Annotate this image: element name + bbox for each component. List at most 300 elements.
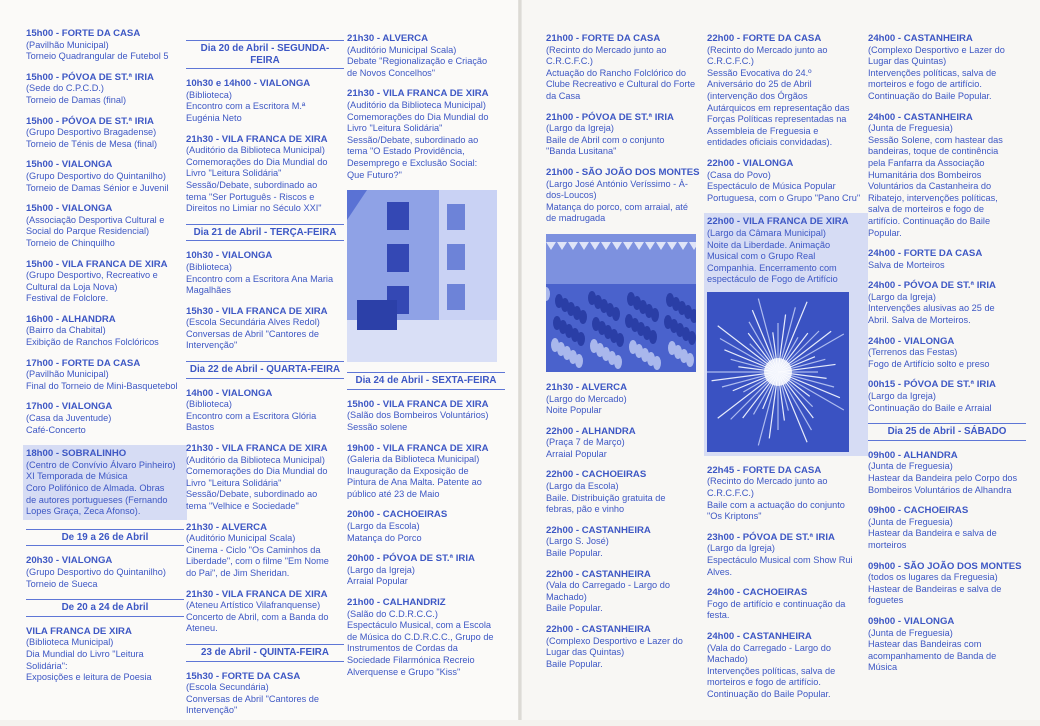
event-detail-line: (Largo da Escola) <box>347 521 420 532</box>
event-entry <box>186 589 344 635</box>
event-entry <box>186 388 344 434</box>
building-photo <box>347 190 497 362</box>
event-detail-line: (Biblioteca) <box>186 399 232 410</box>
event-detail-line: (Vala do Carregado - Largo do <box>546 580 670 591</box>
event-detail-line: público até 23 de Maio <box>347 488 440 499</box>
highlighted-event-entry <box>23 445 187 520</box>
event-detail-line: Torneio de Damas Sénior e Juvenil <box>26 182 169 193</box>
event-entry <box>186 443 344 513</box>
column-2 <box>186 38 344 726</box>
event-detail-line: (Galeria da Biblioteca Municipal) <box>347 454 480 465</box>
day-heading: Dia 21 de Abril - TERÇA-FEIRA <box>186 224 344 242</box>
event-time-place: 21h30 - VILA FRANCA DE XIRA <box>186 443 328 455</box>
event-detail-line: (Ateneu Artístico Vilafranquense) <box>186 600 321 611</box>
event-time-place: 21h30 - VILA FRANCA DE XIRA <box>186 133 328 145</box>
event-time-place: 00h15 - PÓVOA DE ST.ª IRIA <box>868 379 996 391</box>
event-time-place: 20h00 - CACHOEIRAS <box>347 509 448 521</box>
event-time-place: 24h00 - CASTANHEIRA <box>868 111 973 123</box>
event-detail-line: (Centro de Convívio Álvaro Pinheiro) <box>26 459 176 470</box>
event-detail-line: Hastear das Bandeiras com <box>868 639 982 650</box>
event-entry <box>26 555 184 590</box>
event-time-place: 22h00 - ALHANDRA <box>546 425 636 437</box>
event-detail-line: (Recinto do Mercado junto ao <box>546 44 667 55</box>
event-detail-line: Autárquicos em representação das <box>707 102 850 113</box>
event-detail-line: (Associação Desportiva Cultural e <box>26 214 165 225</box>
event-detail-line: Magalhães <box>186 285 231 296</box>
event-entry <box>868 336 1026 371</box>
day-heading: Dia 24 de Abril - SEXTA-FEIRA <box>347 372 505 390</box>
event-detail-line: Aniversário do 25 de Abril <box>707 79 812 90</box>
event-detail-line: acompanhamento de Banda de Música <box>868 650 997 673</box>
event-detail-line: (Junta de Freguesia) <box>868 123 953 134</box>
event-entry <box>546 426 704 461</box>
event-detail-line: (Complexo Desportivo e Lazer do <box>546 635 683 646</box>
event-detail-line: Portuguesa, com o Grupo "Pano Cru" <box>707 192 861 203</box>
event-time-place: 09h00 - VIALONGA <box>868 615 955 627</box>
event-detail-line: Abril. Salva de Morteiros. <box>868 315 971 326</box>
event-detail-line: artifício. Continuação do Baile <box>868 215 991 226</box>
event-detail-line: (Biblioteca) <box>186 261 232 272</box>
event-detail-line: Comemorações do Dia Mundial do <box>347 111 489 122</box>
event-detail-line: (Auditório Municipal Scala) <box>347 44 457 55</box>
event-detail-line: (Terrenos das Festas) <box>868 347 958 358</box>
event-detail-line: Sociedade Filarmónica Recreio <box>347 655 475 665</box>
event-time-place: 15h00 - VILA FRANCA DE XIRA <box>347 398 489 410</box>
event-time-place: 21h30 - VILA FRANCA DE XIRA <box>347 88 489 100</box>
event-detail-line: Machado) <box>546 591 587 602</box>
event-entry <box>707 587 865 622</box>
event-detail-line: (Junta de Freguesia) <box>868 461 953 472</box>
event-detail-line: Lopes Graça, Zeca Afonso). <box>26 506 141 517</box>
event-time-place: 24h00 - VIALONGA <box>868 335 955 347</box>
event-entry <box>868 379 1026 414</box>
event-detail-line: Baile Popular. <box>546 603 603 614</box>
event-detail-line: Intervenções alusivas ao 25 de <box>868 303 995 314</box>
event-detail-line: Matança do porco, com arraial, até <box>546 201 688 212</box>
event-time-place: 21h00 - PÓVOA DE ST.ª IRIA <box>546 111 674 123</box>
event-detail-line: Espectáculo de Música Popular <box>707 181 836 192</box>
event-detail-line: Cinema - Ciclo "Os Caminhos da <box>186 544 321 555</box>
event-detail-line: (Escola Secundária Alves Redol) <box>186 317 320 328</box>
event-detail-line: Ateneu. <box>186 623 218 634</box>
event-detail-line: de Novos Concelhos" <box>347 67 436 78</box>
event-detail-line: Torneio de Ténis de Mesa (final) <box>26 138 158 149</box>
event-detail-line: Hastear de Bandeiras e salva de <box>868 583 1002 594</box>
event-detail-line: Matança do Porco <box>347 532 422 543</box>
event-detail-line: Exposições e leitura de Poesia <box>26 672 152 683</box>
event-time-place: 22h00 - CACHOEIRAS <box>546 469 647 481</box>
event-entry <box>707 631 865 701</box>
event-detail-line: Intervenções políticas, salva de <box>868 67 997 78</box>
event-entry <box>868 505 1026 551</box>
event-entry <box>26 116 184 151</box>
event-detail-line: de madrugada <box>546 213 606 224</box>
column-6 <box>868 33 1026 683</box>
event-detail-line: Desemprego e Exclusão Social: <box>347 157 478 168</box>
party-photo <box>546 234 696 372</box>
event-detail-line: (Vala do Carregado - Largo do <box>707 642 831 653</box>
event-time-place: 21h00 - CALHANDRIZ <box>347 597 446 609</box>
event-time-place: 23h00 - PÓVOA DE ST.ª IRIA <box>707 531 835 543</box>
event-time-place: 10h30 - VIALONGA <box>186 250 273 262</box>
event-detail-line: Continuação do Baile Popular. <box>868 90 992 101</box>
event-time-place: 22h45 - FORTE DA CASA <box>707 464 822 476</box>
event-detail-line: foguetes <box>868 595 904 606</box>
day-heading: Dia 20 de Abril - SEGUNDA-FEIRA <box>186 40 344 69</box>
event-time-place: 21h30 - ALVERCA <box>546 381 628 393</box>
event-detail-line: (Pavilhão Municipal) <box>26 39 109 50</box>
event-detail-line: morteiros <box>868 539 907 550</box>
event-entry <box>347 88 505 181</box>
event-detail-line: da Casa <box>546 90 581 101</box>
event-detail-line: do Pai", de Jim Sheridan. <box>186 567 290 578</box>
event-detail-line: de autores portugueses (Fernando <box>26 494 168 505</box>
event-time-place: 22h00 - CASTANHEIRA <box>546 624 651 635</box>
event-detail-line: Arraial Popular <box>347 576 408 587</box>
event-entry <box>26 358 184 393</box>
event-detail-line: Continuação do Baile Popular. <box>707 688 831 699</box>
event-time-place: 24h00 - CASTANHEIRA <box>868 33 973 44</box>
event-detail-line: (Salão do C.D.R.C.C.) <box>347 608 438 619</box>
event-detail-line: Intervenção" <box>186 705 238 716</box>
event-entry <box>868 561 1026 607</box>
event-detail-line: dos-Loucos) <box>546 190 597 201</box>
column-1 <box>26 28 184 693</box>
event-entry <box>26 626 184 684</box>
event-detail-line: tema "Velhice e Sociedade" <box>186 501 299 511</box>
event-time-place: 17h00 - FORTE DA CASA <box>26 357 141 369</box>
event-detail-line: Coro Polifónico de Almada. Obras <box>26 483 165 493</box>
event-entry <box>546 167 704 225</box>
event-detail-line: Lugar das Quintas) <box>868 56 947 67</box>
day-heading: Dia 22 de Abril - QUARTA-FEIRA <box>186 361 344 379</box>
event-time-place: 17h00 - VIALONGA <box>26 401 113 413</box>
event-detail-line: (Largo do Mercado) <box>546 393 627 404</box>
event-detail-line: Hastear da Bandeira pelo Corpo dos <box>868 473 1018 483</box>
event-detail-line: Encontro com a Escritora Ana Maria <box>186 273 334 284</box>
event-entry <box>26 259 184 305</box>
event-detail-line: Continuação do Baile e Arraial <box>868 402 992 413</box>
event-detail-line: Sessão/Debate, subordinado ao <box>186 179 318 190</box>
day-heading: De 20 a 24 de Abril <box>26 599 184 617</box>
event-detail-line: Torneio Quadrangular de Futebol 5 <box>26 51 169 62</box>
event-detail-line: Conversas de Abril "Cantores de <box>186 328 319 339</box>
event-time-place: 24h00 - FORTE DA CASA <box>868 248 983 260</box>
event-time-place: 09h00 - ALHANDRA <box>868 449 958 461</box>
event-entry <box>546 33 704 103</box>
event-detail-line: (Praça 7 de Março) <box>546 437 625 448</box>
event-detail-line: Cultural da Loja Nova) <box>26 281 118 292</box>
event-detail-line: Sessão/Debate, subordinado ao <box>347 134 479 145</box>
day-heading: Dia 25 de Abril - SÁBADO <box>868 423 1026 441</box>
event-detail-line: Hastear da Bandeira e salva de <box>868 528 997 539</box>
event-detail-line: Festival de Folclore. <box>26 293 109 304</box>
event-detail-line: Café-Concerto <box>26 424 86 435</box>
event-detail-line: Social do Parque Residencial) <box>26 226 150 237</box>
event-detail-line: Livro "Leitura Solidária" <box>347 123 443 134</box>
event-entry <box>347 597 505 678</box>
event-detail-line: Baile Popular. <box>546 658 603 669</box>
event-entry <box>868 112 1026 240</box>
event-detail-line: Sessão/Debate, subordinado ao <box>186 489 318 500</box>
event-entry <box>868 248 1026 271</box>
event-detail-line: Concerto de Abril, com a Banda do <box>186 611 329 622</box>
event-time-place: 24h00 - CASTANHEIRA <box>707 631 812 642</box>
event-detail-line: Encontro com a Escritora M.ª <box>186 101 306 112</box>
event-detail-line: (Largo da Igreja) <box>868 391 936 402</box>
event-time-place: 22h00 - VIALONGA <box>707 157 794 169</box>
event-time-place: 20h00 - PÓVOA DE ST.ª IRIA <box>347 553 475 565</box>
event-entry <box>707 532 865 578</box>
event-detail-line: (Grupo Desportivo do Quintanilho) <box>26 170 166 181</box>
event-detail-line: Sessão Solene, com hastear das <box>868 134 1003 145</box>
event-detail-line: (Biblioteca Municipal) <box>26 637 114 648</box>
event-entry <box>347 509 505 544</box>
event-time-place: 22h00 - VILA FRANCA DE XIRA <box>707 216 849 228</box>
event-detail-line: Torneio de Sueca <box>26 578 98 589</box>
event-entry <box>186 522 344 580</box>
event-detail-line: salva de morteiros e fogo de <box>868 204 984 215</box>
event-entry <box>26 28 184 63</box>
event-detail-line: Fogo de Artifício solto e preso <box>868 358 990 369</box>
event-detail-line: Fogo de artifício e continuação da <box>707 598 846 609</box>
event-detail-line: "Os Kriptons" <box>707 511 762 522</box>
column-3 <box>347 33 505 687</box>
event-detail-line: (Largo da Câmara Municipal) <box>707 227 826 238</box>
event-detail-line: Espectáculo Musical com Show Rui <box>707 555 853 566</box>
event-entry <box>186 78 344 124</box>
event-detail-line: Debate "Regionalização e Criação <box>347 56 488 67</box>
event-detail-line: Direitos no Limiar no Século XXI" <box>186 203 322 214</box>
event-entry <box>186 134 344 215</box>
event-detail-line: febras, pão e vinho <box>546 504 625 515</box>
event-time-place: 15h00 - PÓVOA DE ST.ª IRIA <box>26 115 154 127</box>
event-detail-line: Livro "Leitura Solidária" <box>186 477 282 488</box>
event-time-place: 09h00 - CACHOEIRAS <box>868 505 969 517</box>
event-detail-line: Comemorações do Dia Mundial do <box>186 156 328 167</box>
event-detail-line: Conversas de Abril "Cantores de <box>186 693 319 704</box>
event-detail-line: Encontro com a Escritora Glória Bastos <box>186 410 317 433</box>
event-detail-line: Ribatejo, intervenções políticas, <box>868 192 998 203</box>
event-time-place: 21h30 - VILA FRANCA DE XIRA <box>186 588 328 600</box>
event-detail-line: (Largo da Igreja) <box>347 564 415 575</box>
event-time-place: 10h30 e 14h00 - VIALONGA <box>186 78 311 90</box>
event-entry <box>186 671 344 717</box>
event-detail-line: Baile de Abril com o conjunto <box>546 134 665 145</box>
event-time-place: 15h30 - FORTE DA CASA <box>186 670 301 682</box>
event-detail-line: (Largo S. José) <box>546 536 609 547</box>
fireworks-photo <box>707 292 849 452</box>
event-detail-line: (Sede do C.P.C.D.) <box>26 83 104 94</box>
event-detail-line: Torneio de Chinquilho <box>26 237 115 248</box>
event-entry <box>26 159 184 194</box>
event-detail-line: espectáculo de Fogo de Artifício <box>707 274 838 285</box>
event-detail-line: (Largo da Igreja) <box>868 291 936 302</box>
event-entry <box>347 553 505 588</box>
event-detail-line: Exibição de Ranchos Folclóricos <box>26 337 159 348</box>
event-time-place: 22h00 - FORTE DA CASA <box>707 33 822 44</box>
event-detail-line: Baile Popular. <box>546 548 603 559</box>
event-detail-line: Intervenções políticas, salva de <box>707 665 836 676</box>
event-detail-line: Popular. <box>868 227 902 238</box>
event-time-place: 22h00 - CASTANHEIRA <box>546 524 651 536</box>
event-time-place: 20h30 - VIALONGA <box>26 555 113 567</box>
event-detail-line: morteiros e fogo de artifício. <box>868 79 982 90</box>
event-detail-line: (Largo da Igreja) <box>546 123 614 134</box>
event-detail-line: (Casa do Povo) <box>707 169 771 180</box>
event-time-place: 22h00 - CASTANHEIRA <box>546 568 651 580</box>
event-entry <box>546 469 704 515</box>
event-detail-line: C.R.C.F.C.) <box>707 488 754 499</box>
event-detail-line: (Pavilhão Municipal) <box>26 369 109 380</box>
event-time-place: 18h00 - SOBRALINHO <box>26 448 127 460</box>
event-detail-line: tema "Ser Português - Riscos e <box>186 191 315 202</box>
event-detail-line: Salva de Morteiros <box>868 259 945 270</box>
event-entry <box>546 382 704 417</box>
event-detail-line: (Grupo Desportivo Bragadense) <box>26 127 157 138</box>
event-detail-line: Assembleia de Freguesia e <box>707 125 819 136</box>
event-detail-line: Machado) <box>707 654 748 665</box>
event-detail-line: Pintura de Ana Malta. Patente ao <box>347 477 482 488</box>
event-detail-line: Lugar das Quintas) <box>546 647 625 658</box>
event-entry <box>868 280 1026 326</box>
event-detail-line: Inauguração da Exposição de <box>347 465 469 476</box>
event-detail-line: C.R.C.F.C.) <box>546 56 593 67</box>
event-detail-line: Forças Políticas representadas na <box>707 114 847 125</box>
event-detail-line: C.R.C.F.C.) <box>707 56 754 67</box>
event-entry <box>546 112 704 158</box>
event-entry <box>868 450 1026 496</box>
event-detail-line: (Complexo Desportivo e Lazer do <box>868 44 1005 55</box>
event-detail-line: Livro "Leitura Solidária" <box>186 168 282 179</box>
event-detail-line: Alverquense e Grupo "Kiss" <box>347 666 461 677</box>
event-time-place: 09h00 - SÃO JOÃO DOS MONTES <box>868 560 1022 572</box>
event-time-place: 21h00 - SÃO JOÃO DOS MONTES <box>546 166 700 178</box>
event-detail-line: Baile com a actuação do conjunto <box>707 499 845 510</box>
event-time-place: 19h00 - VILA FRANCA DE XIRA <box>347 442 489 454</box>
event-detail-line: Final do Torneio de Mini-Basquetebol <box>26 380 178 391</box>
event-detail-line: Clube Recreativo e Cultural do Forte <box>546 79 696 90</box>
event-detail-line: entidades oficiais convidadas). <box>707 137 833 148</box>
event-entry <box>546 624 704 670</box>
event-entry <box>868 616 1026 674</box>
event-entry <box>186 306 344 352</box>
event-detail-line: (Largo José António Veríssimo - À- <box>546 178 688 189</box>
event-time-place: 15h00 - FORTE DA CASA <box>26 28 141 39</box>
event-time-place: 24h00 - CACHOEIRAS <box>707 587 808 599</box>
event-entry <box>707 158 865 204</box>
event-detail-line: (Largo da Igreja) <box>707 543 775 554</box>
event-detail-line: festa. <box>707 610 730 621</box>
event-detail-line: (Junta de Freguesia) <box>868 516 953 527</box>
day-heading: 23 de Abril - QUINTA-FEIRA <box>186 644 344 662</box>
event-detail-line: Sessão Evocativa do 24.º <box>707 67 812 78</box>
event-entry <box>347 399 505 434</box>
event-detail-line: (Grupo Desportivo, Recreativo e <box>26 270 158 281</box>
event-detail-line: (Junta de Freguesia) <box>868 627 953 638</box>
event-detail-line: (intervenção dos Órgãos <box>707 90 808 101</box>
event-detail-line: morteiros e fogo de artifício. <box>707 677 821 688</box>
event-entry <box>707 465 865 523</box>
event-detail-line: XI Temporada de Música <box>26 471 128 482</box>
event-entry <box>347 443 505 501</box>
event-detail-line: Que Futuro?" <box>347 169 402 180</box>
event-detail-line: Intervenção" <box>186 340 238 351</box>
event-detail-line: bandeiras, toque de continência <box>868 146 999 157</box>
event-entry <box>347 33 505 79</box>
event-detail-line: Espectáculo Musical, com a Escola <box>347 620 491 631</box>
event-detail-line: Voluntários da Castanheira do <box>868 181 992 192</box>
event-detail-line: Instrumentos de Cordas da <box>347 643 458 654</box>
event-time-place: 15h00 - VILA FRANCA DE XIRA <box>26 258 168 270</box>
event-detail-line: de Música do C.D.R.C.C., Grupo de <box>347 631 494 642</box>
event-time-place: 21h30 - ALVERCA <box>186 521 268 533</box>
event-detail-line: (Auditório da Biblioteca Municipal) <box>186 454 325 465</box>
event-entry <box>186 250 344 296</box>
event-detail-line: Humanitária dos Bombeiros <box>868 169 982 180</box>
event-detail-line: (Bairro da Chabital) <box>26 325 106 336</box>
event-detail-line: Comemorações do Dia Mundial do <box>186 466 328 477</box>
event-detail-line: Dia Mundial do Livro "Leitura Solidária": <box>26 648 144 671</box>
event-detail-line: Sessão solene <box>347 421 408 432</box>
event-time-place: 21h00 - FORTE DA CASA <box>546 33 661 44</box>
event-detail-line: (Biblioteca) <box>186 89 232 100</box>
event-entry <box>26 314 184 349</box>
event-detail-line: Actuação do Rancho Folclórico do <box>546 67 686 78</box>
page-fold <box>518 0 522 720</box>
event-entry <box>546 525 704 560</box>
event-detail-line: Companhia. Encerramento com <box>707 262 837 273</box>
event-time-place: 15h30 - VILA FRANCA DE XIRA <box>186 305 328 317</box>
event-detail-line: tema "O Estado Providência, <box>347 146 465 157</box>
event-detail-line: Alves. <box>707 566 733 577</box>
event-entry <box>26 401 184 436</box>
event-time-place: 15h00 - PÓVOA DE ST.ª IRIA <box>26 71 154 83</box>
event-detail-line: Musical com o Grupo Real <box>707 251 816 262</box>
event-detail-line: pela Fanfarra da Associação <box>868 157 985 168</box>
column-4 <box>546 33 704 679</box>
event-time-place: 14h00 - VIALONGA <box>186 387 273 399</box>
event-detail-line: Noite da Liberdade. Animação <box>707 239 831 250</box>
event-entry <box>26 72 184 107</box>
highlighted-event-entry <box>704 213 868 456</box>
event-entry <box>26 203 184 249</box>
event-detail-line: (Salão dos Bombeiros Voluntários) <box>347 410 489 421</box>
day-heading: De 19 a 26 de Abril <box>26 529 184 547</box>
event-detail-line: (Auditório Municipal Scala) <box>186 533 296 544</box>
event-detail-line: Liberdade", com o filme "Em Nome <box>186 556 329 567</box>
event-detail-line: (Largo da Escola) <box>546 481 619 492</box>
event-detail-line: "Banda Lusitana" <box>546 146 617 157</box>
event-detail-line: Bombeiros Voluntários de Alhandra <box>868 484 1012 495</box>
event-detail-line: (Casa da Juventude) <box>26 413 112 424</box>
event-detail-line: (Grupo Desportivo do Quintanilho) <box>26 566 166 577</box>
event-detail-line: (Recinto do Mercado junto ao <box>707 44 828 55</box>
event-time-place: 21h30 - ALVERCA <box>347 33 429 44</box>
event-detail-line: (Escola Secundária) <box>186 682 269 693</box>
event-detail-line: (Auditório da Biblioteca Municipal) <box>186 145 325 156</box>
event-detail-line: Noite Popular <box>546 405 602 416</box>
event-detail-line: (Recinto do Mercado junto ao <box>707 476 828 487</box>
event-detail-line: Eugénia Neto <box>186 112 242 123</box>
event-detail-line: (Auditório da Biblioteca Municipal) <box>347 99 486 110</box>
event-detail-line: (todos os lugares da Freguesia) <box>868 572 998 583</box>
event-time-place: 16h00 - ALHANDRA <box>26 313 116 325</box>
event-entry <box>868 33 1026 103</box>
event-entry <box>707 33 865 149</box>
event-time-place: 24h00 - PÓVOA DE ST.ª IRIA <box>868 280 996 292</box>
event-time-place: VILA FRANCA DE XIRA <box>26 625 132 637</box>
